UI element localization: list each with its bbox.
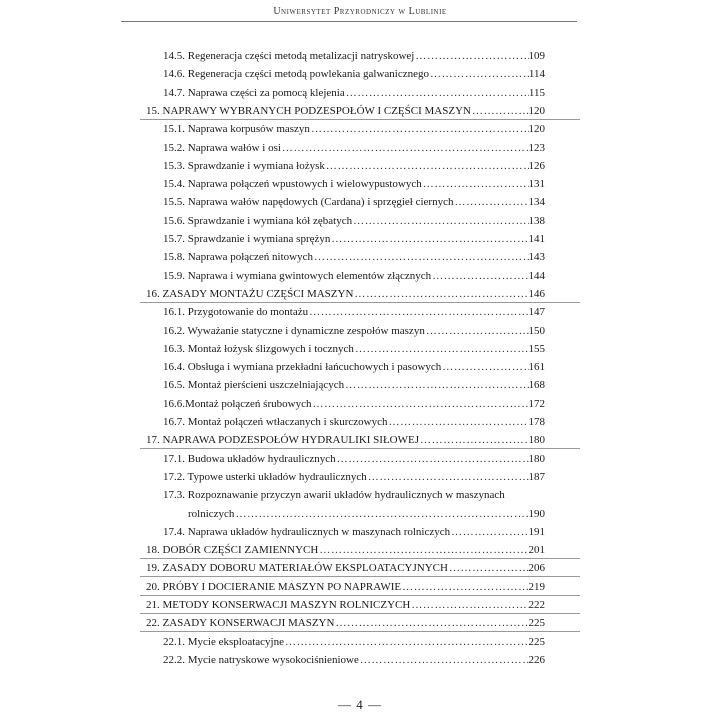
toc-entry-title: 21. METODY KONSERWACJI MASZYN ROLNICZYCH (146, 599, 411, 611)
toc-entry-page: 225 (528, 635, 545, 648)
toc-entry-page: 141 (528, 233, 545, 245)
toc-entry-title: rolniczych (188, 507, 235, 520)
toc-entry-title: 16.6.Montaż połączeń śrubowych (163, 397, 312, 410)
toc-entry (0, 468, 720, 486)
toc-entry-page: 150 (528, 324, 545, 337)
toc-entry-title: 17.2. Typowe usterki układów hydraulicznych (163, 470, 367, 483)
toc-entry (0, 157, 720, 175)
dot-leader (422, 175, 529, 193)
dot-leader (284, 633, 529, 651)
toc-entry (0, 285, 720, 303)
dot-leader (281, 139, 529, 157)
toc-entry (0, 248, 720, 266)
toc-entry (0, 212, 720, 230)
toc-entry (0, 395, 720, 413)
toc-entry-title: 16.7. Montaż połączeń wtłaczanych i skurczowych (163, 416, 388, 428)
toc-entry-title: 15.1. Naprawa korpusów maszyn (163, 123, 310, 136)
dot-leader (359, 651, 529, 669)
toc-entry (0, 358, 720, 376)
toc-entry (0, 486, 720, 504)
dot-leader (318, 541, 528, 559)
toc-entry-title: 16.3. Montaż łożysk ślizgowych i tocznych (163, 342, 354, 355)
toc-entry-title: 18. DOBÓR CZĘŚCI ZAMIENNYCH (146, 544, 319, 557)
toc-entry-title: 15.5. Naprawa wałów napędowych (Cardana) i sprzęgieł ciernych (163, 196, 454, 209)
toc-entry (0, 376, 720, 394)
toc-entry-title: 22. ZASADY KONSERWACJI MASZYN (146, 617, 335, 630)
toc-entry (0, 267, 720, 285)
toc-entry-page: 219 (528, 580, 545, 593)
toc-entry-page: 155 (528, 342, 545, 355)
dot-leader (401, 578, 528, 596)
toc-entry (0, 596, 720, 614)
toc-entry-title: 20. PRÓBY I DOCIERANIE MASZYN PO NAPRAWIE (146, 580, 402, 593)
toc-entry-title: 14.5. Regeneracja części metodą metalizacji natryskowej (163, 50, 415, 62)
dot-leader (336, 450, 529, 468)
toc-entry-title: 16.1. Przygotowanie do montażu (163, 306, 309, 319)
toc-entry (0, 450, 720, 468)
toc-entry (0, 230, 720, 248)
toc-entry (0, 505, 720, 523)
dot-leader (311, 395, 528, 413)
dot-leader (352, 212, 528, 230)
running-head: Uniwersytet Przyrodniczy w Lublinie (273, 6, 447, 17)
toc-entry-title: 14.7. Naprawa części za pomocą klejenia (163, 86, 345, 99)
toc-entry-page: 138 (528, 214, 545, 227)
toc-entry (0, 47, 720, 65)
toc-entry-page: 206 (528, 562, 545, 575)
toc-entry-page: 126 (528, 159, 545, 172)
toc-entry (0, 523, 720, 541)
toc-entry (0, 578, 720, 596)
toc-entry-page: 180 (528, 452, 545, 465)
toc-entry-title: 15.2. Naprawa wałów i osi (163, 141, 281, 154)
toc-entry (0, 340, 720, 358)
dot-leader (410, 596, 528, 614)
toc-entry-page: 225 (528, 617, 545, 630)
toc-entry-title: 14.6. Regeneracja części metodą powlekania galwanicznego (163, 68, 430, 81)
dot-leader (450, 523, 528, 541)
toc-entry-title: 22.1. Mycie eksploatacyjne (163, 635, 284, 648)
toc-entry-page: 143 (528, 251, 545, 264)
toc-entry-title: 16.2. Wyważanie statyczne i dynamiczne zespołów maszyn (163, 324, 425, 337)
toc-entry (0, 541, 720, 559)
toc-entry (0, 322, 720, 340)
dot-leader (367, 468, 529, 486)
dot-leader (431, 267, 528, 285)
dot-leader (234, 505, 528, 523)
toc-entry-page: 190 (528, 507, 545, 520)
dot-leader (353, 285, 528, 303)
toc-entry-page: 180 (528, 434, 545, 447)
toc-entry-title: 15. NAPRAWY WYBRANYCH PODZESPOŁÓW I CZĘŚCI MASZYN (146, 104, 471, 117)
dot-leader (425, 322, 529, 340)
dot-leader (429, 65, 529, 83)
toc-entry-page: 187 (528, 470, 545, 483)
toc-entry (0, 431, 720, 449)
toc-entry-page: 226 (528, 653, 545, 666)
dot-leader (471, 102, 529, 120)
toc-entry-page: 115 (528, 86, 545, 99)
toc-entry-page: 123 (528, 141, 545, 154)
toc-entry-page: 120 (528, 104, 545, 117)
toc-entry-title: 15.7. Sprawdzanie i wymiana sprężyn (163, 233, 331, 245)
toc-entry-title: 15.3. Sprawdzanie i wymiana łożysk (163, 159, 325, 172)
dot-leader (354, 340, 529, 358)
toc-entry (0, 102, 720, 120)
toc-entry-title: 17.1. Budowa układów hydraulicznych (163, 452, 336, 465)
toc-entry-page: 134 (528, 196, 545, 209)
toc-entry-title: 15.4. Naprawa połączeń wpustowych i wielowypustowych (163, 178, 422, 191)
toc-entry-page: 161 (528, 361, 545, 374)
dot-leader (334, 614, 528, 632)
toc-entry-page: 222 (528, 599, 545, 611)
dot-leader (414, 47, 528, 65)
dot-leader (453, 193, 528, 211)
toc-entry-page: 201 (528, 544, 545, 557)
dot-leader (308, 303, 528, 321)
toc-entry-page: 191 (528, 525, 545, 538)
toc-entry-title: 16.4. Obsługa i wymiana przekładni łańcuchowych i pasowych (163, 361, 442, 374)
toc-entry-title: 22.2. Mycie natryskowe wysokociśnieniowe (163, 653, 359, 666)
dot-leader (388, 413, 529, 431)
toc-entry-page: 168 (528, 379, 545, 392)
toc-entry (0, 413, 720, 431)
toc-entry-page: 120 (528, 123, 545, 136)
toc-entry (0, 139, 720, 157)
dot-leader (310, 120, 529, 138)
toc-entry-title: 16. ZASADY MONTAŻU CZĘŚCI MASZYN (146, 287, 354, 300)
toc-entry-title: 17.3. Rozpoznawanie przyczyn awarii układów hydraulicznych w maszynach (163, 489, 505, 502)
toc-entry-page: 109 (528, 50, 545, 62)
toc-entry-page: 146 (528, 287, 545, 300)
toc-entry-title: 19. ZASADY DOBORU MATERIAŁÓW EKSPLOATACYJNYCH (146, 562, 448, 575)
toc-entry-title: 17. NAPRAWA PODZESPOŁÓW HYDRAULIKI SIŁOWEJ (146, 434, 419, 447)
toc-entry-page: 131 (528, 178, 545, 191)
dot-leader (325, 157, 529, 175)
toc-entry-page: 114 (528, 68, 545, 81)
dot-leader (313, 248, 529, 266)
toc-entry (0, 559, 720, 577)
dot-leader (344, 376, 528, 394)
header-rule (121, 21, 577, 22)
toc-entry-page: 172 (528, 397, 545, 410)
toc-entry-title: 15.8. Naprawa połączeń nitowych (163, 251, 313, 264)
toc-entry-title: 17.4. Naprawa układów hydraulicznych w maszynach rolniczych (163, 525, 451, 538)
toc-entry-title: 15.9. Naprawa i wymiana gwintowych elementów złącznych (163, 269, 432, 282)
dot-leader (441, 358, 528, 376)
toc-entry (0, 120, 720, 138)
dot-leader (330, 230, 528, 248)
toc-entry-title: 15.6. Sprawdzanie i wymiana kół zębatych (163, 214, 353, 227)
toc-entry (0, 65, 720, 83)
dot-leader (345, 84, 529, 102)
toc-entry (0, 303, 720, 321)
toc-entry (0, 614, 720, 632)
toc-entry (0, 193, 720, 211)
toc-entry (0, 175, 720, 193)
toc-entry-page: 144 (528, 269, 545, 282)
toc-entry-page: 147 (528, 306, 545, 319)
toc-entry (0, 84, 720, 102)
toc-entry-page: 178 (528, 416, 545, 428)
toc-entry (0, 651, 720, 669)
toc-entry (0, 633, 720, 651)
page-number: — 4 — (338, 697, 382, 712)
dot-leader (419, 431, 529, 449)
toc-entry-title: 16.5. Montaż pierścieni uszczelniających (163, 379, 345, 392)
dot-leader (448, 559, 529, 577)
